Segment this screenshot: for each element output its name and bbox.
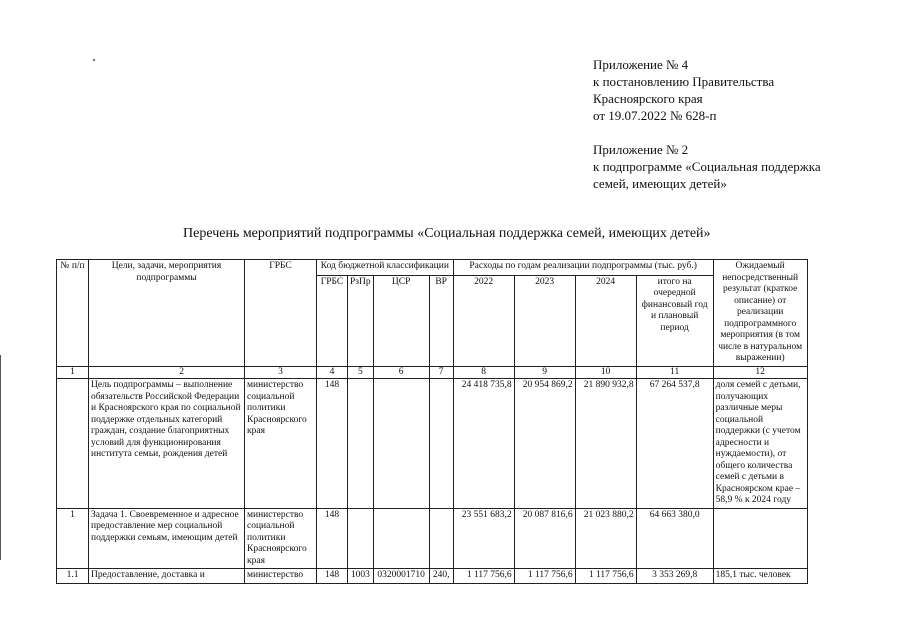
row-no — [57, 379, 89, 509]
row-result: 185,1 тыс. человек — [713, 569, 807, 584]
col-number: 12 — [713, 366, 807, 379]
col-number: 3 — [245, 366, 317, 379]
header-grbs: ГРБС — [245, 260, 317, 367]
header-total: итого на очередной финансовый год и плановый период — [636, 275, 713, 366]
header-csr: ЦСР — [373, 275, 429, 366]
col-number: 5 — [348, 366, 374, 379]
row-name: Цель подпрограммы – выполнение обязательств Российской Федерации и Красноярского края по социальной поддержке отдельных категорий граждан, создание благоприятных условий для функционирования института семьи, рождения детей — [89, 379, 245, 509]
row-total: 3 353 269,8 — [636, 569, 713, 584]
header-vr: ВР — [429, 275, 453, 366]
row-2024: 21 890 932,8 — [575, 379, 636, 509]
header-no: № п/п — [57, 260, 89, 367]
col-number: 1 — [57, 366, 89, 379]
row-2022: 1 117 756,6 — [453, 569, 514, 584]
row-2022: 23 551 683,2 — [453, 508, 514, 569]
row-2023: 20 954 869,2 — [514, 379, 575, 509]
col-number: 8 — [453, 366, 514, 379]
row-grbs: министерство социальной политики Красноярского края — [245, 379, 317, 509]
row-no: 1 — [57, 508, 89, 569]
col-number: 10 — [575, 366, 636, 379]
col-number: 6 — [373, 366, 429, 379]
row-vr: 240, — [429, 569, 453, 584]
row-code: 148 — [317, 508, 348, 569]
col-number: 2 — [89, 366, 245, 379]
appendix-4-line: Приложение № 4 — [593, 57, 689, 72]
row-no: 1.1 — [57, 569, 89, 584]
row-code: 148 — [317, 379, 348, 509]
header-year-2022: 2022 — [453, 275, 514, 366]
header-expected-result: Ожидаемый непосредственный результат (краткое описание) от реализации подпрограммного мероприятия (в том числе в натуральном выражении) — [713, 260, 807, 367]
row-2024: 21 023 880,2 — [575, 508, 636, 569]
row-name: Предоставление, доставка и — [89, 569, 245, 584]
row-vr — [429, 379, 453, 509]
row-2022: 24 418 735,8 — [453, 379, 514, 509]
row-total: 64 663 380,0 — [636, 508, 713, 569]
col-number: 9 — [514, 366, 575, 379]
col-number: 4 — [317, 366, 348, 379]
subprogram-line: к подпрограмме «Социальная поддержка — [593, 159, 821, 174]
row-csr — [373, 379, 429, 509]
row-result — [713, 508, 807, 569]
header-year-2024: 2024 — [575, 275, 636, 366]
header-rzpr: РзПр — [348, 275, 374, 366]
table-row — [57, 379, 808, 509]
header-goals: Цели, задачи, мероприятия подпрограммы — [89, 260, 245, 367]
header-year-2023: 2023 — [514, 275, 575, 366]
row-result: доля семей с детьми, получающих различные меры социальной поддержки (с учетом адресности и нуждаемости), от общего количества семей с детьми в Красноярском крае – 58,9 % к 2024 году — [713, 379, 807, 509]
col-number: 7 — [429, 366, 453, 379]
row-rzpr — [348, 379, 374, 509]
scan-speck — [93, 59, 95, 61]
row-total: 67 264 537,8 — [636, 379, 713, 509]
row-csr — [373, 508, 429, 569]
table-row — [57, 569, 808, 584]
row-rzpr — [348, 508, 374, 569]
row-code: 148 — [317, 569, 348, 584]
resolution-line: к постановлению Правительства — [593, 74, 775, 89]
col-number: 11 — [636, 366, 713, 379]
families-line: семей, имеющих детей» — [593, 176, 727, 191]
row-2023: 1 117 756,6 — [514, 569, 575, 584]
header-budget-code: Код бюджетной классификации — [317, 260, 454, 276]
measures-table — [56, 259, 808, 584]
scan-edge-line — [0, 355, 1, 560]
row-grbs: министерство социальной политики Красноярского края — [245, 508, 317, 569]
document-title: Перечень мероприятий подпрограммы «Социальная поддержка семей, имеющих детей» — [183, 226, 711, 241]
appendix-header — [593, 56, 821, 192]
appendix-2-line: Приложение № 2 — [593, 142, 689, 157]
row-csr: 0320001710 — [373, 569, 429, 584]
region-line: Красноярского края — [593, 91, 703, 106]
row-name: Задача 1. Своевременное и адресное предоставление мер социальной поддержки семьям, имеющим детей — [89, 508, 245, 569]
row-rzpr: 1003 — [348, 569, 374, 584]
row-2023: 20 087 816,6 — [514, 508, 575, 569]
row-2024: 1 117 756,6 — [575, 569, 636, 584]
date-number-line: от 19.07.2022 № 628-п — [593, 108, 717, 123]
table-row — [57, 508, 808, 569]
row-vr — [429, 508, 453, 569]
header-grbs-code: ГРБС — [317, 275, 348, 366]
header-expenses: Расходы по годам реализации подпрограммы (тыс. руб.) — [453, 260, 713, 276]
column-number-row — [57, 366, 808, 379]
row-grbs: министерство — [245, 569, 317, 584]
